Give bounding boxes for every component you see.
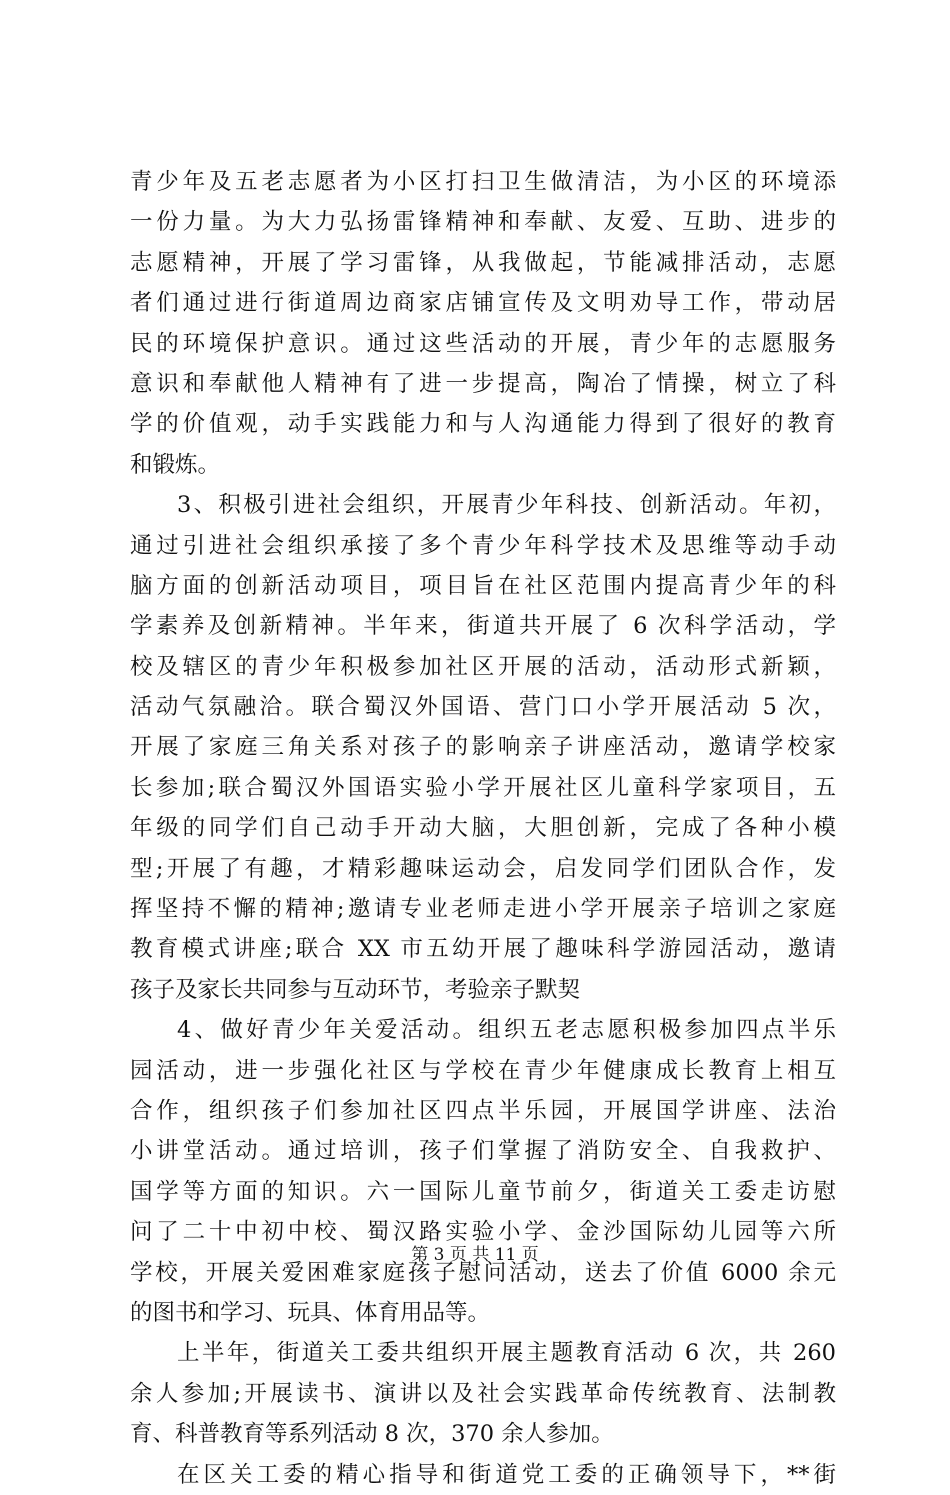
text-line: 年级的同学们自己动手开动大脑，大胆创新，完成了各种小模 bbox=[130, 815, 836, 842]
text-line: 在区关工委的精心指导和街道党工委的正确领导下，**街 bbox=[177, 1461, 836, 1488]
text-line: 和锻炼。 bbox=[130, 451, 221, 478]
text-line: 开展了家庭三角关系对孩子的影响亲子讲座活动，邀请学校家 bbox=[130, 734, 836, 761]
text-line: 育、科普教育等系列活动 8 次，370 余人参加。 bbox=[130, 1421, 614, 1448]
text-line: 4、做好青少年关爱活动。组织五老志愿积极参加四点半乐 bbox=[177, 1017, 836, 1044]
text-line: 民的环境保护意识。通过这些活动的开展，青少年的志愿服务 bbox=[130, 330, 836, 357]
text-line: 脑方面的创新活动项目，项目旨在社区范围内提高青少年的科 bbox=[130, 572, 836, 599]
text-line: 意识和奉献他人精神有了进一步提高，陶冶了情操，树立了科 bbox=[130, 370, 836, 397]
text-line: 小讲堂活动。通过培训，孩子们掌握了消防安全、自我救护、 bbox=[130, 1138, 836, 1165]
body-text bbox=[130, 162, 836, 1495]
text-line: 长参加;联合蜀汉外国语实验小学开展社区儿童科学家项目，五 bbox=[130, 774, 836, 801]
text-line: 学校，开展关爱困难家庭孩子慰问活动，送去了价值 6000 余元 bbox=[130, 1259, 836, 1286]
text-line: 学素养及创新精神。半年来，街道共开展了 6 次科学活动，学 bbox=[130, 613, 836, 640]
text-line: 活动气氛融洽。联合蜀汉外国语、营门口小学开展活动 5 次， bbox=[130, 694, 836, 721]
text-line: 园活动，进一步强化社区与学校在青少年健康成长教育上相互 bbox=[130, 1057, 836, 1084]
text-line: 3、积极引进社会组织，开展青少年科技、创新活动。年初， bbox=[177, 492, 836, 519]
text-line: 国学等方面的知识。六一国际儿童节前夕，街道关工委走访慰 bbox=[130, 1178, 836, 1205]
text-line: 教育模式讲座;联合 XX 市五幼开展了趣味科学游园活动，邀请 bbox=[130, 936, 836, 963]
text-line: 的图书和学习、玩具、体育用品等。 bbox=[130, 1299, 491, 1326]
text-line: 者们通过进行街道周边商家店铺宣传及文明劝导工作，带动居 bbox=[130, 290, 836, 317]
text-line: 一份力量。为大力弘扬雷锋精神和奉献、友爱、互助、进步的 bbox=[130, 209, 836, 236]
text-line: 志愿精神，开展了学习雷锋，从我做起，节能减排活动，志愿 bbox=[130, 249, 836, 276]
text-line: 问了二十中初中校、蜀汉路实验小学、金沙国际幼儿园等六所 bbox=[130, 1219, 836, 1246]
text-line: 挥坚持不懈的精神;邀请专业老师走进小学开展亲子培训之家庭 bbox=[130, 896, 836, 923]
text-line: 通过引进社会组织承接了多个青少年科学技术及思维等动手动 bbox=[130, 532, 836, 559]
text-line: 上半年，街道关工委共组织开展主题教育活动 6 次，共 260 bbox=[177, 1340, 836, 1367]
text-line: 型;开展了有趣，才精彩趣味运动会，启发同学们团队合作，发 bbox=[130, 855, 836, 882]
text-line: 校及辖区的青少年积极参加社区开展的活动，活动形式新颖， bbox=[130, 653, 836, 680]
text-line: 青少年及五老志愿者为小区打扫卫生做清洁，为小区的环境添 bbox=[130, 169, 836, 195]
text-line: 孩子及家长共同参与互动环节，考验亲子默契 bbox=[130, 976, 581, 1003]
text-line: 余人参加;开展读书、演讲以及社会实践革命传统教育、法制教 bbox=[130, 1380, 836, 1407]
text-line: 学的价值观，动手实践能力和与人沟通能力得到了很好的教育 bbox=[130, 411, 836, 438]
text-line: 合作，组织孩子们参加社区四点半乐园，开展国学讲座、法治 bbox=[130, 1097, 836, 1124]
page-footer: 第 3 页 共 11 页 bbox=[411, 1245, 539, 1265]
